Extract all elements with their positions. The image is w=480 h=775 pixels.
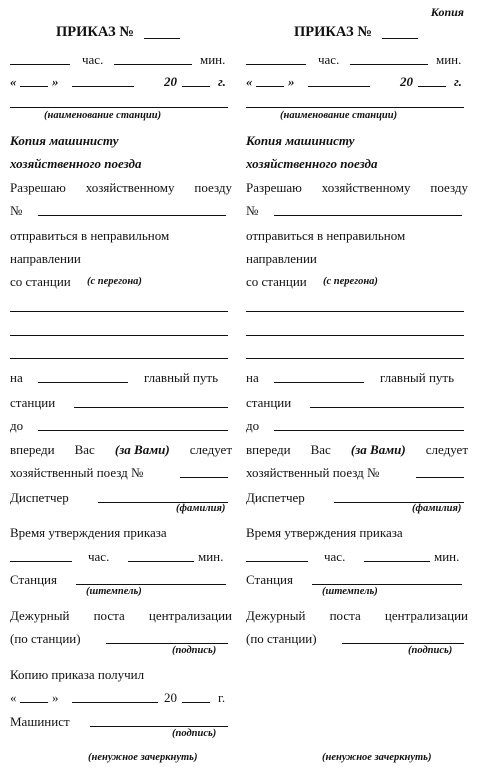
duty-signature-caption: (подпись): [172, 645, 217, 656]
approval-time-label: Время утверждения приказа: [246, 525, 403, 540]
route-line-3[interactable]: [246, 358, 464, 359]
station-stamp-label: Станция: [246, 572, 293, 587]
on-field[interactable]: [274, 382, 364, 383]
approval-hours-label: час.: [324, 549, 346, 564]
stamp-caption: (штемпель): [322, 586, 378, 597]
duty-signature-field[interactable]: [106, 643, 228, 644]
minutes-label: мин.: [436, 52, 462, 67]
utility-train-no-label: хозяйственный поезд №: [10, 465, 144, 480]
year-suffix: г.: [218, 74, 226, 89]
quote-open: «: [246, 74, 253, 89]
quote-close: »: [288, 74, 295, 89]
depart-wrong-label: отправиться в неправильном: [10, 228, 170, 243]
hours-label: час.: [318, 52, 340, 67]
train-number-field[interactable]: [274, 215, 462, 216]
received-day-field[interactable]: [20, 702, 48, 703]
received-year-suffix: г.: [218, 690, 226, 705]
copy-to-driver: Копия машинисту: [246, 133, 355, 148]
main-track-label: главный путь: [144, 370, 219, 385]
route-line-2[interactable]: [10, 335, 228, 336]
received-year-prefix: 20: [164, 690, 177, 705]
copy-received-label: Копию приказа получил: [10, 667, 145, 682]
copy-to-driver: Копия машинисту: [10, 133, 119, 148]
received-quote-close: »: [52, 690, 59, 705]
approval-time-label: Время утверждения приказа: [10, 525, 167, 540]
driver-label: Машинист: [10, 714, 70, 729]
duty-officer-line: Дежурный поста централизации: [246, 608, 468, 623]
quote-open: «: [10, 74, 17, 89]
order-number-field[interactable]: [144, 38, 180, 39]
dispatcher-label: Диспетчер: [10, 490, 69, 505]
route-line-2[interactable]: [246, 335, 464, 336]
approval-minutes-label: мин.: [198, 549, 224, 564]
to-field[interactable]: [38, 430, 228, 431]
minutes-label: мин.: [200, 52, 226, 67]
hours-label: час.: [82, 52, 104, 67]
station-field[interactable]: [74, 407, 228, 408]
hours-field[interactable]: [246, 64, 306, 65]
approval-hours-field[interactable]: [10, 561, 72, 562]
station-name-caption: (наименование станции): [44, 110, 162, 121]
year-prefix: 20: [400, 74, 413, 89]
station-stamp-field[interactable]: [312, 584, 462, 585]
received-month-field[interactable]: [72, 702, 158, 703]
route-line-1[interactable]: [246, 311, 464, 312]
year-field[interactable]: [418, 86, 446, 87]
approval-hours-label: час.: [88, 549, 110, 564]
station-field[interactable]: [310, 407, 464, 408]
received-quote-open: «: [10, 690, 17, 705]
on-label: на: [10, 370, 23, 385]
permission-line: Разрешаю хозяйственному поезду: [10, 180, 232, 195]
station-name-field[interactable]: [246, 107, 464, 108]
station-stamp-label: Станция: [10, 572, 57, 587]
station-stamp-field[interactable]: [76, 584, 226, 585]
station-name-field[interactable]: [10, 107, 228, 108]
minutes-field[interactable]: [350, 64, 428, 65]
utility-train-label: хозяйственного поезда: [10, 156, 142, 171]
duty-officer-line: Дежурный поста централизации: [10, 608, 232, 623]
from-stage-label: (с перегона): [87, 276, 142, 287]
on-field[interactable]: [38, 382, 128, 383]
approval-hours-field[interactable]: [246, 561, 308, 562]
station-name-caption: (наименование станции): [280, 110, 398, 121]
permission-line: Разрешаю хозяйственному поезду: [246, 180, 468, 195]
station-label: станции: [10, 395, 56, 410]
ahead-line: впереди Вас (за Вами) следует: [10, 442, 232, 457]
strike-unneeded-note: (ненужное зачеркнуть): [322, 752, 432, 763]
main-track-label: главный путь: [380, 370, 455, 385]
from-station-label: со станции: [246, 274, 307, 289]
stamp-caption: (штемпель): [86, 586, 142, 597]
utility-train-label: хозяйственного поезда: [246, 156, 378, 171]
ahead-line: впереди Вас (за Вами) следует: [246, 442, 468, 457]
month-field[interactable]: [308, 86, 370, 87]
quote-close: »: [52, 74, 59, 89]
direction-label: направлении: [246, 251, 317, 266]
to-label: до: [246, 418, 260, 433]
duty-signature-caption: (подпись): [408, 645, 453, 656]
train-number-field[interactable]: [38, 215, 226, 216]
order-form-left: [10, 0, 232, 775]
approval-minutes-label: мин.: [434, 549, 460, 564]
surname-caption: (фамилия): [412, 503, 462, 514]
train-number-sign: №: [246, 203, 259, 218]
by-station-label: (по станции): [246, 631, 317, 646]
train-number-sign: №: [10, 203, 23, 218]
received-year-field[interactable]: [182, 702, 210, 703]
on-label: на: [246, 370, 259, 385]
copy-label: Копия: [430, 5, 464, 19]
order-number-field[interactable]: [382, 38, 418, 39]
utility-train-no-field[interactable]: [416, 477, 464, 478]
station-label: станции: [246, 395, 292, 410]
route-line-1[interactable]: [10, 311, 228, 312]
year-prefix: 20: [164, 74, 177, 89]
month-field[interactable]: [72, 86, 134, 87]
surname-caption: (фамилия): [176, 503, 226, 514]
from-stage-label: (с перегона): [323, 276, 378, 287]
by-station-label: (по станции): [10, 631, 81, 646]
year-field[interactable]: [182, 86, 210, 87]
day-field[interactable]: [20, 86, 48, 87]
order-title: ПРИКАЗ №: [294, 24, 372, 40]
direction-label: направлении: [10, 251, 81, 266]
from-station-label: со станции: [10, 274, 71, 289]
day-field[interactable]: [256, 86, 284, 87]
driver-signature-caption: (подпись): [172, 728, 217, 739]
hours-field[interactable]: [10, 64, 70, 65]
minutes-field[interactable]: [114, 64, 192, 65]
utility-train-no-label: хозяйственный поезд №: [246, 465, 380, 480]
strike-unneeded-note: (ненужное зачеркнуть): [88, 752, 198, 763]
to-field[interactable]: [274, 430, 464, 431]
duty-signature-field[interactable]: [342, 643, 464, 644]
order-title: ПРИКАЗ №: [56, 24, 134, 40]
approval-minutes-field[interactable]: [364, 561, 430, 562]
year-suffix: г.: [454, 74, 462, 89]
order-form-right: [246, 0, 468, 775]
route-line-3[interactable]: [10, 358, 228, 359]
depart-wrong-label: отправиться в неправильном: [246, 228, 406, 243]
utility-train-no-field[interactable]: [180, 477, 228, 478]
driver-signature-field[interactable]: [90, 726, 228, 727]
dispatcher-label: Диспетчер: [246, 490, 305, 505]
to-label: до: [10, 418, 24, 433]
approval-minutes-field[interactable]: [128, 561, 194, 562]
